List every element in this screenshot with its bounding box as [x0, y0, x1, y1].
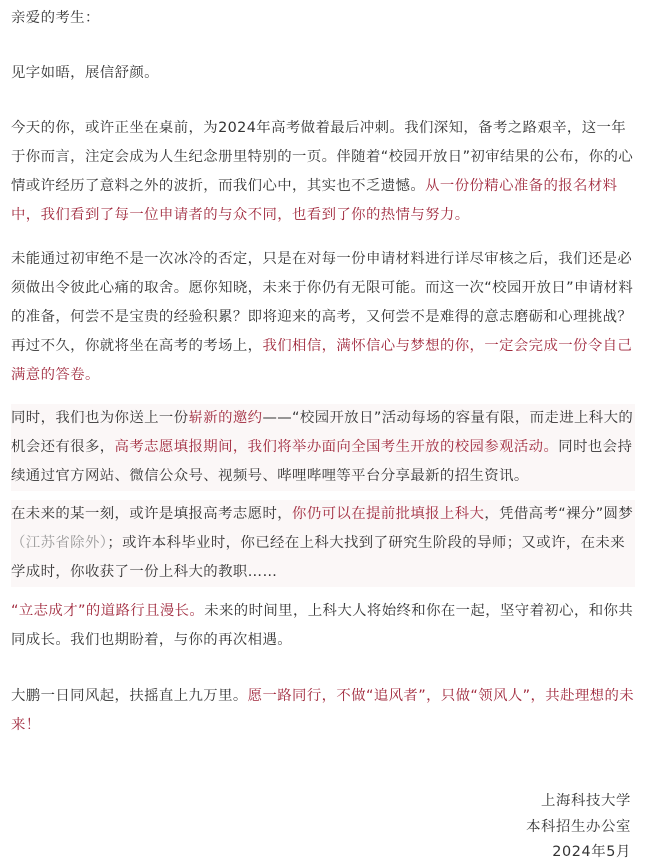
paragraph-2	[11, 245, 635, 390]
paragraph-6	[11, 682, 635, 740]
paragraph-5-text: 未来的时间里，上科大人将始终和你在一起，坚守着初心，和你共同成长。我们也期盼着，与你的再次相遇。	[11, 603, 634, 648]
paragraph-4-text-c: ，凭借高考“裸分”圆梦	[484, 506, 634, 522]
signature-office: 本科招生办公室	[526, 819, 631, 835]
paragraph-1-text: 今天的你，或许正坐在桌前，为2024年高考做着最后冲刺。我们深知，备考之路艰辛，这一年于你而言，注定会成为人生纪念册里特别的一页。伴随着“校园开放日”初审结果的公布，你的心情或许经历了意料之外的波折，而我们心中，其实也不乏遗憾。	[11, 120, 634, 194]
paragraph-6-highlight: 愿一路同行，不做“追风者”，只做“领风人”，共赴理想的未来！	[11, 688, 635, 733]
paragraph-1-highlight: 从一份份精心准备的报名材料中，我们看到了每一位申请者的与众不同，也看到了你的热情与努力。	[11, 178, 618, 223]
paragraph-3-invitation: 崭新的邀约	[188, 410, 263, 426]
paragraph-2-text: 未能通过初审绝不是一次冰冷的否定，只是在对每一份申请材料进行详尽审核之后，我们还是必须做出令彼此心痛的取舍。愿你知晓，未来于你仍有无限可能。而这一次“校园开放日”申请材料的准备，何尝不是宝贵的经验积累？即将迎来的高考，又何尝不是难得的意志磨砺和心理挑战？再过不久，你就将坐在高考的考场上，	[11, 251, 634, 354]
paragraph-5	[11, 597, 635, 655]
signature-date: 2024年5月	[552, 844, 631, 860]
paragraph-3-text-e: 同时也会持续通过官方网站、微信公众号、视频号、哔哩哔哩等平台分享最新的招生资讯。	[11, 439, 633, 484]
greeting: 亲爱的考生：	[11, 10, 100, 26]
opening-line: 见字如晤，展信舒颜。	[11, 65, 159, 81]
paragraph-3	[11, 404, 635, 491]
paragraph-2-highlight: 我们相信，满怀信心与梦想的你，一定会完成一份令自己满意的答卷。	[11, 338, 633, 383]
signature-university: 上海科技大学	[541, 793, 631, 809]
paragraph-4-jiangsu-note: （江苏省除外）	[11, 535, 108, 551]
paragraph-1	[11, 114, 635, 230]
paragraph-3-text-a: 同时，我们也为你送上一份	[11, 410, 189, 426]
paragraph-4	[11, 500, 635, 587]
paragraph-3-campus-visit: 高考志愿填报期间，我们将举办面向全国考生开放的校园参观活动。	[114, 439, 559, 455]
paragraph-4-text-e: ；或许本科毕业时，你已经在上科大找到了研究生阶段的导师；又或许，在未来学成时，你收获了一份上科大的教职……	[11, 535, 626, 580]
paragraph-5-highlight: “立志成才”的道路行且漫长。	[11, 603, 205, 619]
paragraph-3-text-c: ——“校园开放日”活动每场的容量有限，而走进上科大的机会还有很多，	[11, 410, 634, 455]
paragraph-4-text-a: 在未来的某一刻，或许是填报高考志愿时，	[11, 506, 293, 522]
paragraph-6-text: 大鹏一日同风起，扶摇直上九万里。	[11, 688, 248, 704]
paragraph-4-early-batch: 你仍可以在提前批填报上科大	[292, 506, 485, 522]
